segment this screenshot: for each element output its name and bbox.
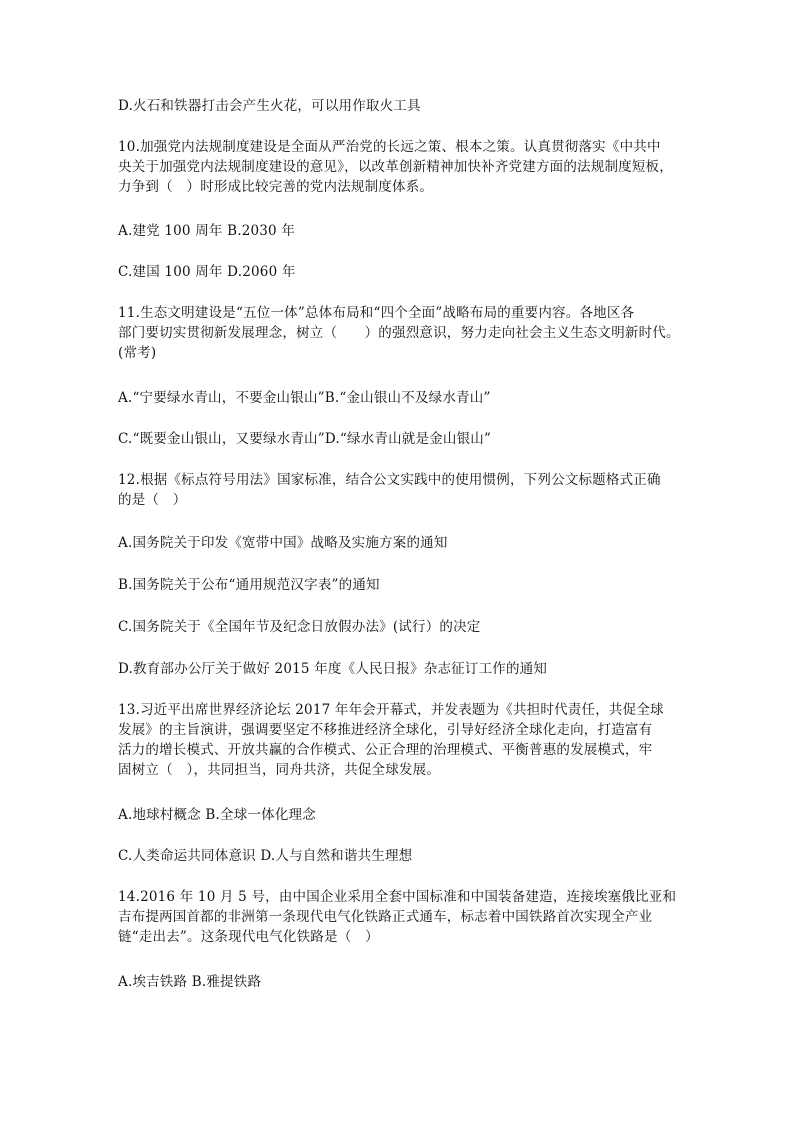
options-13-cd	[118, 846, 678, 866]
options-14-ab	[118, 972, 678, 992]
text-line: 12.根据《标点符号用法》国家标准，结合公文实践中的使用惯例，下列公文标题格式正确	[118, 472, 661, 488]
text-line: A.“宁要绿水青山，不要金山银山”B.“金山银山不及绿水青山”	[118, 390, 491, 406]
text-line: 发展》的主旨演讲，强调要坚定不移推进经济全球化，引导好经济全球化走向，打造富有	[118, 722, 653, 738]
text-line: C.国务院关于《全国年节及纪念日放假办法》(试行）的决定	[118, 619, 481, 635]
text-line: 14.2016 年 10 月 5 号，由中国企业采用全套中国标准和中国装备建造，连接埃塞俄比亚和	[118, 889, 677, 905]
text-line: (常考)	[118, 345, 157, 361]
text-line: A.建党 100 周年 B.2030 年	[118, 223, 296, 239]
text-line: 链“走出去”。这条现代电气化铁路是（ ）	[118, 929, 379, 945]
options-11-ab	[118, 388, 678, 408]
text-line: 的是（ ）	[118, 492, 187, 508]
text-line: 活力的增长模式、开放共赢的合作模式、公正合理的治理模式、平衡普惠的发展模式，牢	[118, 742, 653, 758]
option-12a	[118, 533, 678, 553]
text-line: A.埃吉铁路 B.雅提铁路	[118, 974, 262, 990]
options-10-ab	[118, 221, 678, 241]
option-9d	[118, 96, 678, 116]
text-line: 10.加强党内法规制度建设是全面从严治党的长远之策、根本之策。认真贯彻落实《中共中	[118, 139, 661, 155]
text-line: 13.习近平出席世界经济论坛 2017 年年会开幕式，并发表题为《共担时代责任，共促全球	[118, 702, 664, 718]
options-13-ab	[118, 805, 678, 825]
text-line: 力争到（ ）时形成比较完善的党内法规制度体系。	[118, 179, 434, 195]
question-11	[118, 303, 678, 363]
question-14	[118, 887, 678, 947]
option-12c	[118, 617, 678, 637]
text-line: 固树立（ ），共同担当，同舟共济，共促全球发展。	[118, 762, 441, 778]
question-13	[118, 700, 678, 780]
text-line: C.建国 100 周年 D.2060 年	[118, 264, 296, 280]
text-line: D.教育部办公厅关于做好 2015 年度《人民日报》杂志征订工作的通知	[118, 661, 548, 677]
text-line: 央关于加强党内法规制度建设的意见》，以改革创新精神加快补齐党建方面的法规制度短板，	[118, 159, 673, 175]
text-line: A.地球村概念 B.全球一体化理念	[118, 807, 316, 823]
text-line: C.人类命运共同体意识 D.人与自然和谐共生理想	[118, 848, 413, 864]
question-12	[118, 470, 678, 510]
text-line: B.国务院关于公布“通用规范汉字表”的通知	[118, 577, 380, 593]
question-10	[118, 137, 678, 197]
text-line: C.“既要金山银山，又要绿水青山”D.“绿水青山就是金山银山”	[118, 431, 492, 447]
text-line: 11.生态文明建设是“五位一体”总体布局和“四个全面”战略布局的重要内容。各地区各	[118, 305, 635, 321]
options-11-cd	[118, 429, 678, 449]
text-line: 吉布提两国首都的非洲第一条现代电气化铁路正式通车，标志着中国铁路首次实现全产业	[118, 909, 653, 925]
text-line: A.国务院关于印发《宽带中国》战略及实施方案的通知	[118, 535, 448, 551]
text-line: D.火石和铁器打击会产生火花，可以用作取火工具	[118, 98, 421, 114]
options-10-cd	[118, 262, 678, 282]
option-12b	[118, 575, 678, 595]
text-line: 部门要切实贯彻新发展理念，树立（ ）的强烈意识，努力走向社会主义生态文明新时代。	[118, 325, 680, 341]
option-12d	[118, 659, 678, 679]
